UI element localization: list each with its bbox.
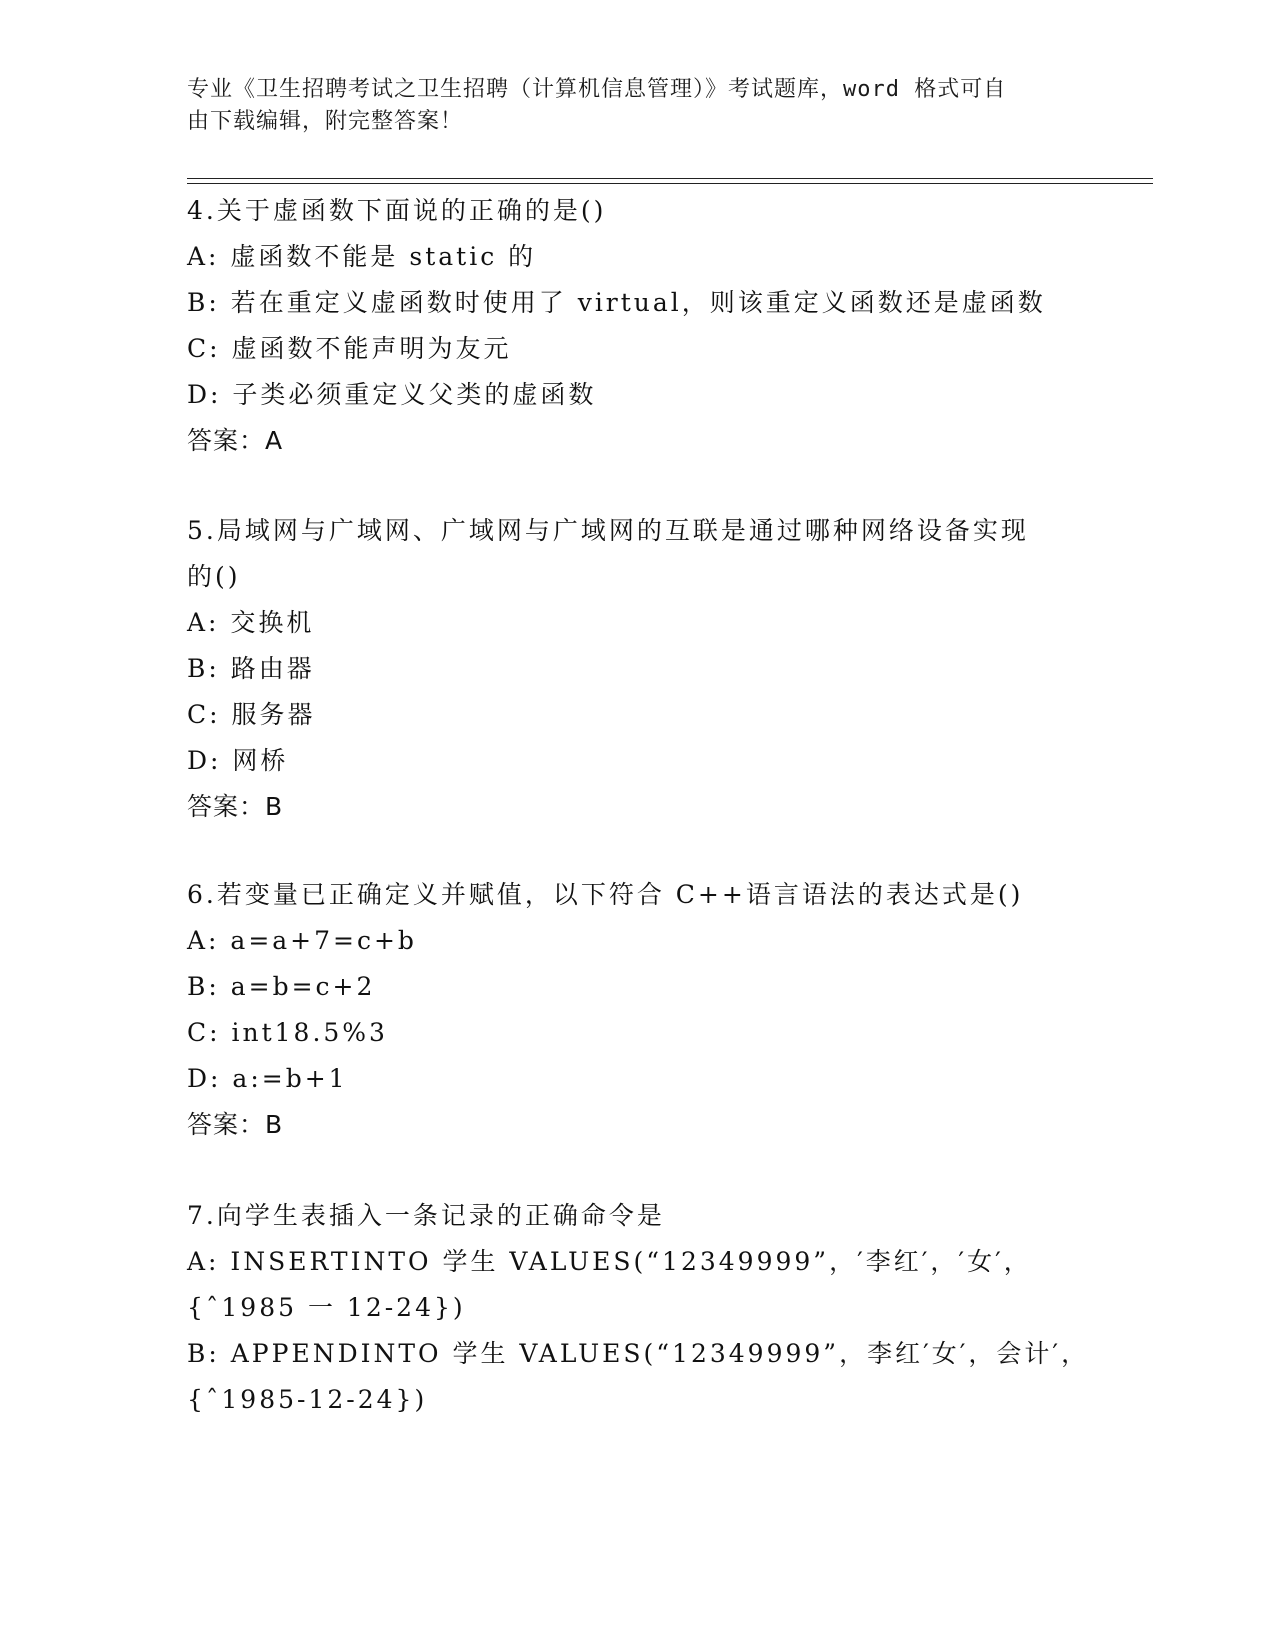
header-divider-top <box>187 178 1153 179</box>
answer-key: 答案：A <box>187 426 284 455</box>
option-b: B: 若在重定义虚函数时使用了 virtual，则该重定义函数还是虚函数 <box>187 288 1046 317</box>
intro-line-1: 专业《卫生招聘考试之卫生招聘（计算机信息管理）》考试题库，word 格式可自 <box>187 77 1007 102</box>
question-stem: 6.若变量已正确定义并赋值，以下符合 C++语言语法的表达式是() <box>187 880 1024 909</box>
question-6 <box>187 872 1087 1148</box>
question-stem-line-1: 5.局域网与广域网、广域网与广域网的互联是通过哪种网络设备实现 <box>187 516 1029 545</box>
option-a-continued: {ˆ1985 一 12-24}) <box>187 1293 466 1322</box>
question-stem: 7.向学生表插入一条记录的正确命令是 <box>187 1201 665 1230</box>
option-b: B: APPENDINTO 学生 VALUES(“12349999”，李红′女′，会计′， <box>187 1339 1090 1368</box>
option-a: A: a=a+7=c+b <box>187 926 417 955</box>
option-d: D: a:=b+1 <box>187 1064 348 1093</box>
document-intro <box>187 74 1067 138</box>
question-stem: 4.关于虚函数下面说的正确的是() <box>187 196 607 225</box>
option-c: C: 服务器 <box>187 700 316 729</box>
header-divider-bottom <box>187 183 1153 184</box>
option-b-continued: {ˆ1985-12-24}) <box>187 1385 428 1414</box>
option-d: D: 子类必须重定义父类的虚函数 <box>187 380 597 409</box>
option-a: A: 虚函数不能是 static 的 <box>187 242 537 271</box>
option-c: C: 虚函数不能声明为友元 <box>187 334 512 363</box>
question-stem-line-2: 的() <box>187 562 241 591</box>
question-7 <box>187 1193 1090 1423</box>
option-b: B: a=b=c+2 <box>187 972 376 1001</box>
option-c: C: int18.5%3 <box>187 1018 388 1047</box>
question-5 <box>187 508 1087 830</box>
option-a: A: INSERTINTO 学生 VALUES(“12349999”，′李红′，′女′， <box>187 1247 1032 1276</box>
option-a: A: 交换机 <box>187 608 315 637</box>
question-4 <box>187 188 1087 464</box>
answer-key: 答案：B <box>187 792 284 821</box>
option-d: D: 网桥 <box>187 746 289 775</box>
option-b: B: 路由器 <box>187 654 315 683</box>
intro-line-2: 由下载编辑，附完整答案！ <box>187 109 464 134</box>
answer-key: 答案：B <box>187 1110 284 1139</box>
